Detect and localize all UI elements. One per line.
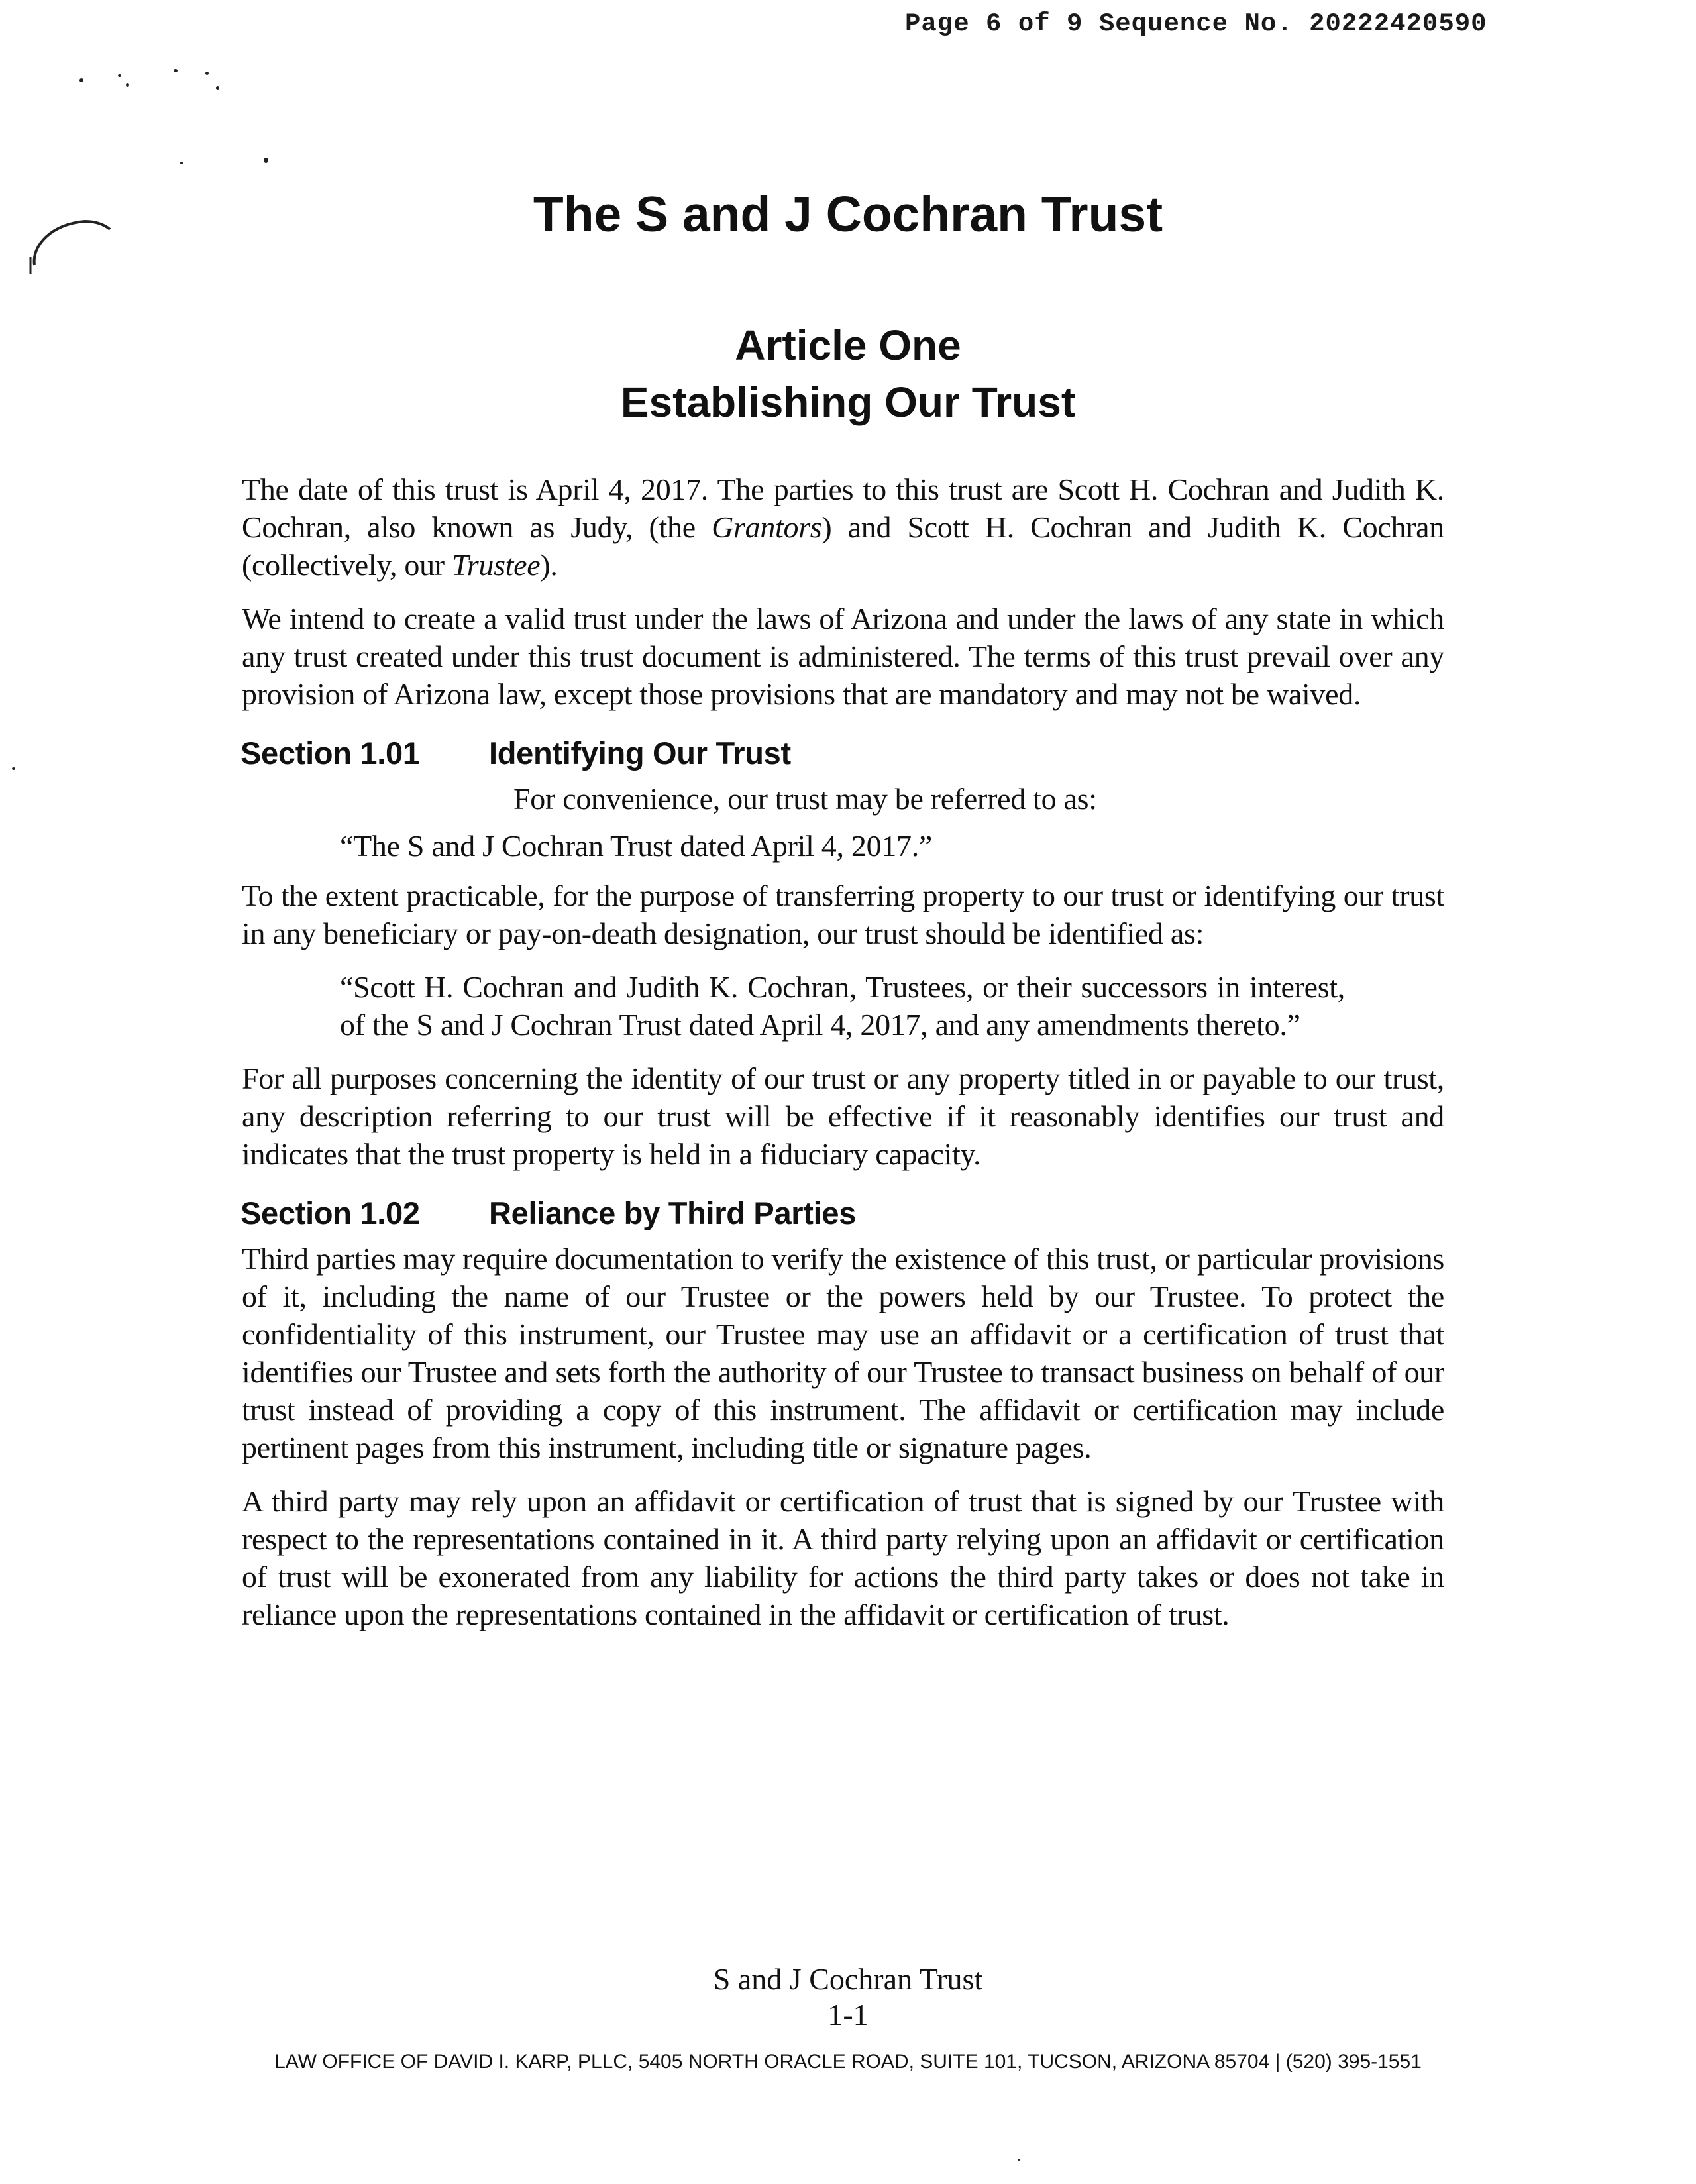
defined-term-trustee: Trustee [452, 548, 541, 582]
intro-text: ). [540, 548, 558, 582]
section-1-02-paragraph-documentation: Third parties may require documentation to verify the existence of this trust, or particular provisions of it, including the name of our Trustee or the powers held by our Trustee. To protect the confidentiality of this instrument, our Trustee may use an affidavit or a certification of trust that identifies our Trustee and sets forth the authority of our Trustee to transact business on behalf of our trust instead of providing a copy of this instrument. The affidavit or certification may include pertinent pages from this instrument, including title or signature pages. [242, 1242, 1444, 1464]
intro-text: The date of this trust is April 4, 2017. The parties to this trust are Scott H. Cochran and Judith K. Cochran, also known as Judy, (the [242, 472, 1444, 544]
scan-speck [1018, 2159, 1020, 2161]
section-1-02-paragraph-reliance: A third party may rely upon an affidavit or certification of trust that is signed by our Trustee with respect to the representations contained in it. A third party relying upon an affidavit or certification of trust will be exonerated from any liability for actions the third party takes or does not take in reliance upon the representations contained in the affidavit or certification of trust. [242, 1484, 1444, 1631]
intro-paragraph-date-parties [242, 470, 1444, 584]
scan-speck [80, 78, 83, 82]
section-1-01-short-name-quote: “The S and J Cochran Trust dated April 4, 2017.” [340, 829, 933, 863]
scan-speck [180, 162, 183, 164]
section-number: Section 1.01 [240, 736, 420, 771]
section-1-01-intro-line: For convenience, our trust may be referred to as: [513, 782, 1097, 816]
scan-speck [205, 72, 209, 75]
defined-term-grantors: Grantors [712, 510, 822, 544]
article-title: Establishing Our Trust [620, 378, 1076, 426]
document-body [242, 470, 1444, 1649]
section-1-01-paragraph-description: For all purposes concerning the identity of our trust or any property titled in or payable to our trust, any description referring to our trust will be effective if it reasonably identifies our trust and indicates that the trust property is held in a fiduciary capacity. [242, 1062, 1444, 1171]
section-heading-1-02 [240, 1194, 1444, 1232]
intro-paragraph-governing-law: We intend to create a valid trust under the laws of Arizona and under the laws of any state in which any trust created under this trust document is administered. The terms of this trust prevail over any provision of Arizona law, except those provisions that are mandatory and may not be waived. [242, 602, 1444, 711]
section-heading-1-01 [240, 734, 1444, 772]
footer-page-number: 1-1 [827, 1998, 869, 2032]
scan-speck [126, 83, 129, 87]
section-title: Reliance by Third Parties [489, 1195, 857, 1230]
scan-speck [12, 767, 15, 770]
section-number: Section 1.02 [240, 1195, 420, 1230]
article-number: Article One [735, 321, 961, 369]
section-title: Identifying Our Trust [489, 736, 791, 771]
section-1-01-full-name-quote: “Scott H. Cochran and Judith K. Cochran, Trustees, or their successors in interest, of the S and J Cochran Trust dated April 4, 2017, and any amendments thereto.” [340, 970, 1345, 1042]
section-1-01-paragraph-identification: To the extent practicable, for the purpose of transferring property to our trust or identifying our trust in any beneficiary or pay-on-death designation, our trust should be identified as: [242, 879, 1444, 950]
document-title: The S and J Cochran Trust [533, 186, 1163, 242]
scan-speck [264, 158, 268, 163]
footer-document-name: S and J Cochran Trust [713, 1962, 983, 1996]
scan-speck [174, 69, 178, 72]
intro-text: ) and Scott H. Cochran and Judith K. Cochran (collectively, our [242, 510, 1444, 582]
footer-law-firm-line: LAW OFFICE OF DAVID I. KARP, PLLC, 5405 NORTH ORACLE ROAD, SUITE 101, TUCSON, ARIZONA 85704 | (520) 395-1551 [274, 2051, 1422, 2073]
article-heading [0, 317, 1696, 431]
scan-speck [216, 86, 219, 90]
page-sequence-stamp: Page 6 of 9 Sequence No. 20222420590 [905, 9, 1487, 38]
scan-speck [118, 74, 121, 77]
